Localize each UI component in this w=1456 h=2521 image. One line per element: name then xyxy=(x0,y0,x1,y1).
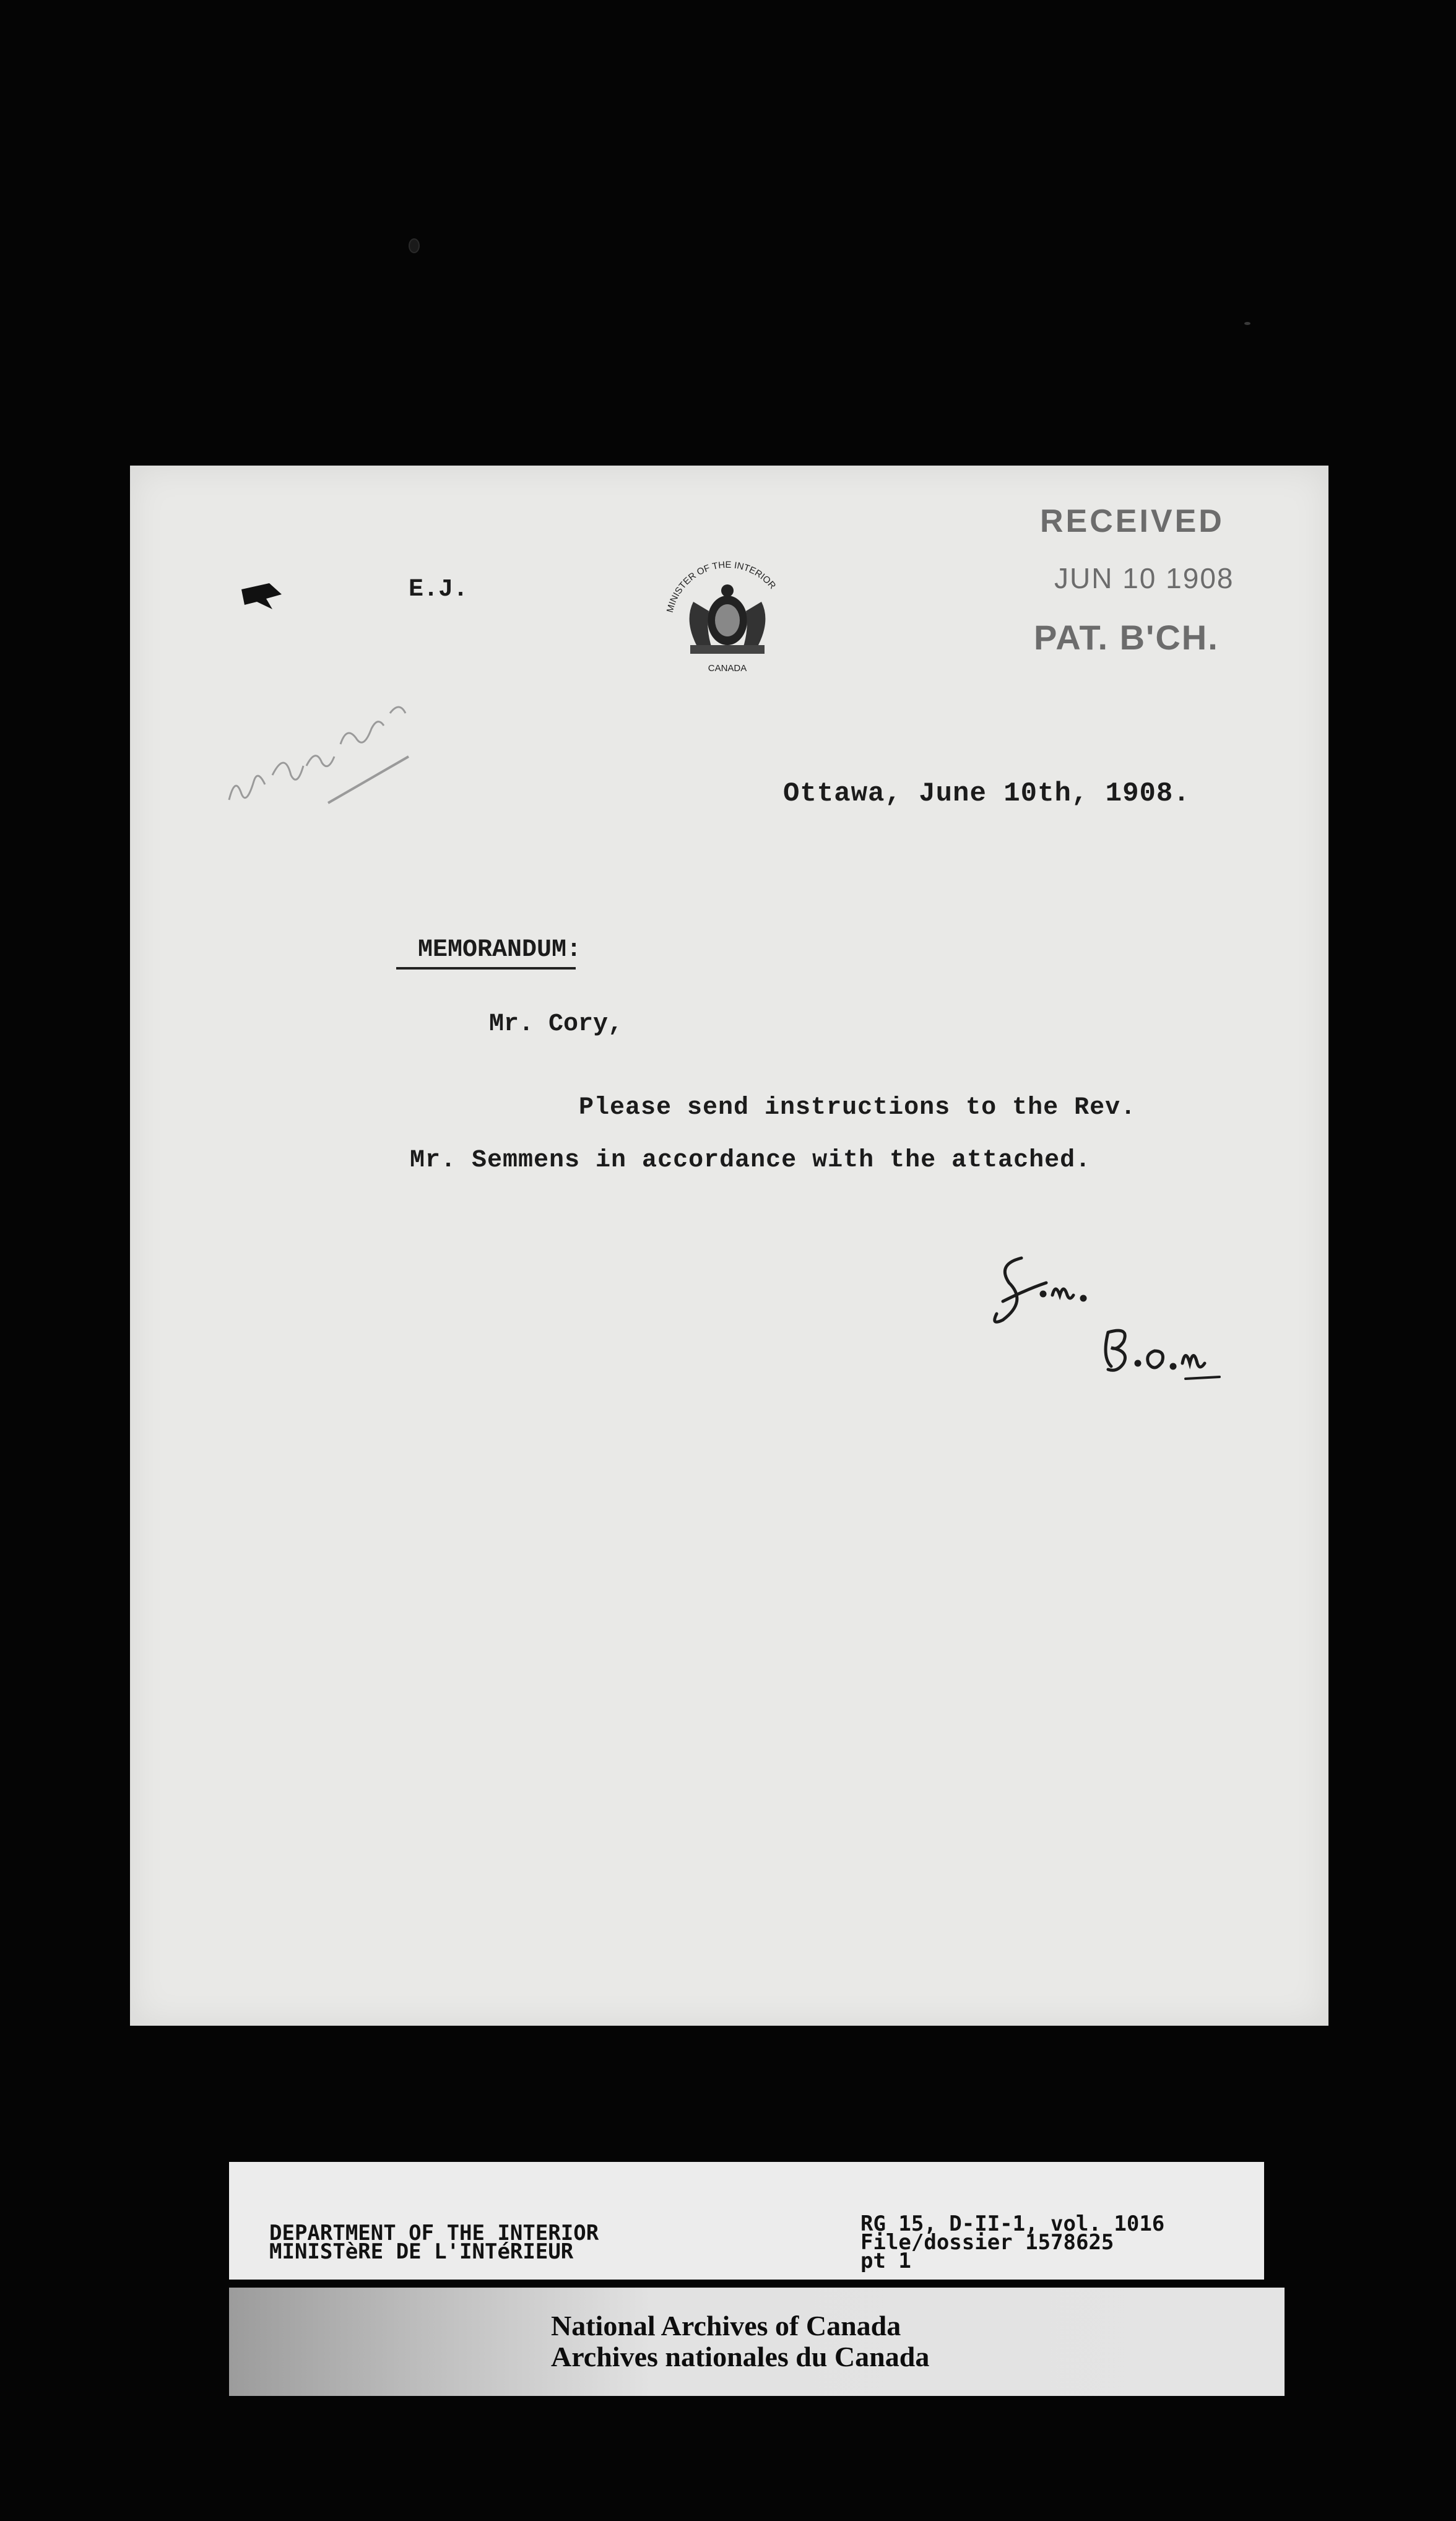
film-speck xyxy=(409,238,420,253)
svg-text:CANADA: CANADA xyxy=(708,663,747,674)
department-name-fr: MINISTèRE DE L'INTéRIEUR xyxy=(269,2239,574,2264)
archive-reference-label xyxy=(229,2162,1264,2280)
svg-text:MINISTER OF THE INTERIOR: MINISTER OF THE INTERIOR xyxy=(664,559,778,614)
letter-page xyxy=(130,466,1328,2026)
film-speck xyxy=(1244,322,1250,325)
archives-banner xyxy=(229,2288,1285,2396)
coat-of-arms-crest-icon xyxy=(659,558,795,676)
body-text-line-1: Please send instructions to the Rev. xyxy=(579,1094,1137,1122)
department-label xyxy=(269,2221,599,2264)
archives-name-en: National Archives of Canada xyxy=(551,2310,901,2341)
department-name-en: DEPARTMENT OF THE INTERIOR xyxy=(269,2221,599,2245)
pencil-note-no-date xyxy=(204,651,440,837)
memo-heading-underline xyxy=(396,967,576,970)
reference-label xyxy=(860,2211,1165,2273)
typed-initials: E.J. xyxy=(409,576,469,604)
body-text-line-2: Mr. Semmens in accordance with the attached. xyxy=(410,1147,1091,1174)
file-dossier-number: File/dossier 1578625 xyxy=(860,2230,1114,2255)
received-stamp-date: JUN 10 1908 xyxy=(1054,562,1234,594)
handwritten-initials-signature xyxy=(984,1239,1257,1400)
received-stamp-branch: PAT. B'CH. xyxy=(1034,618,1219,657)
record-group-reference: RG 15, D-II-1, vol. 1016 xyxy=(860,2211,1165,2236)
addressee: Mr. Cory, xyxy=(489,1010,623,1038)
received-stamp-line1: RECEIVED xyxy=(1040,503,1224,539)
ink-blot-mark xyxy=(235,571,303,614)
date-line: Ottawa, June 10th, 1908. xyxy=(783,778,1190,809)
archives-name-fr: Archives nationales du Canada xyxy=(551,2341,930,2372)
file-part: pt 1 xyxy=(860,2249,911,2273)
memo-heading: MEMORANDUM: xyxy=(418,936,582,964)
